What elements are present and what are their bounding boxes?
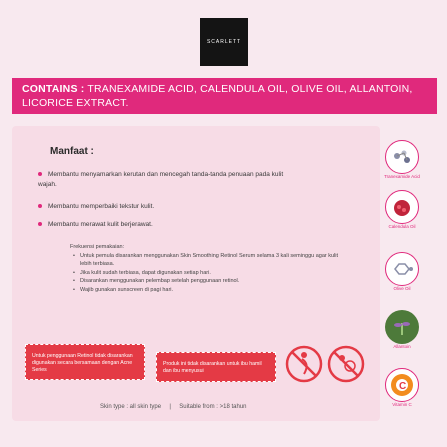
benefit-text: Membantu menyamarkan kerutan dan mencegah tanda-tanda penuaan pada kulit wajah. [38, 171, 284, 188]
ingredient-label: Vitamin C [392, 402, 412, 407]
bullet-icon [38, 222, 42, 226]
ingredient-allantoin [379, 310, 432, 349]
pomegranate-icon [385, 190, 419, 224]
frequency-item: • Wajib gunakan sunscreen di pagi hari. [80, 286, 350, 295]
no-pregnancy-icons [284, 344, 368, 384]
ingredient-calendula [379, 190, 432, 229]
frequency-item: • Disarankan menggunakan pelembap setelah penggunaan retinol. [80, 277, 350, 286]
ingredient-label: Olive Oil [393, 286, 411, 291]
warning-box [25, 344, 145, 380]
ingredient-label: Tranexamide Acid [384, 174, 420, 179]
bullet-icon [38, 172, 42, 176]
footer-info [100, 404, 247, 410]
ingredient-label: Calendula Oil [388, 224, 416, 229]
benefit-item [38, 202, 298, 212]
ingredient-vitamin-c [379, 368, 432, 407]
brand-logo [200, 18, 248, 66]
skin-type: Skin type : all skin type [100, 404, 162, 410]
frequency-item: • Untuk pemula disarankan menggunakan Skin Smoothing Retinol Serum selama 3 kali seminggu agar kulit lebih terbiasa. [80, 252, 350, 269]
ingredient-label: Allantoin [393, 344, 411, 349]
frequency-item: • Jika kulit sudah terbiasa, dapat digunakan setiap hari. [80, 269, 350, 278]
contains-text: TRANEXAMIDE ACID, CALENDULA OIL, OLIVE OIL, ALLANTOIN, LICORICE EXTRACT. [22, 83, 413, 109]
orange-icon [385, 368, 419, 402]
no-pregnant-icon [287, 347, 321, 381]
benefit-item [38, 220, 298, 230]
contains-label: CONTAINS : [22, 83, 85, 95]
no-breastfeeding-icon [329, 347, 363, 381]
svg-text:C: C [399, 381, 407, 392]
warning-box [156, 352, 276, 382]
warning-text: Untuk penggunaan Retinol tidak disarankan digunakan secara bersamaan dengan Acne Series [32, 353, 133, 373]
contains-banner [12, 78, 437, 114]
molecule-icon [385, 140, 419, 174]
brand-name: SCARLETT [206, 39, 242, 45]
benefit-text: Membantu memperbaiki tekstur kulit. [48, 203, 155, 210]
bullet-icon [38, 204, 42, 208]
manfaat-title: Manfaat : [50, 146, 94, 157]
ingredient-tranexamide [379, 140, 432, 179]
frequency-section [70, 243, 350, 294]
suitable-age: Suitable from : >18 tahun [179, 404, 247, 410]
plant-icon [385, 310, 419, 344]
molecule-icon [385, 252, 419, 286]
benefit-text: Membantu merawat kulit berjerawat. [48, 221, 153, 228]
footer-separator: | [169, 404, 171, 410]
benefit-item [38, 170, 298, 190]
frequency-title: Frekuensi pemakaian: [70, 244, 125, 250]
ingredient-olive [379, 252, 432, 291]
warning-text: Produk ini tidak disarankan untuk ibu hamil dan ibu menyusui [163, 361, 262, 374]
